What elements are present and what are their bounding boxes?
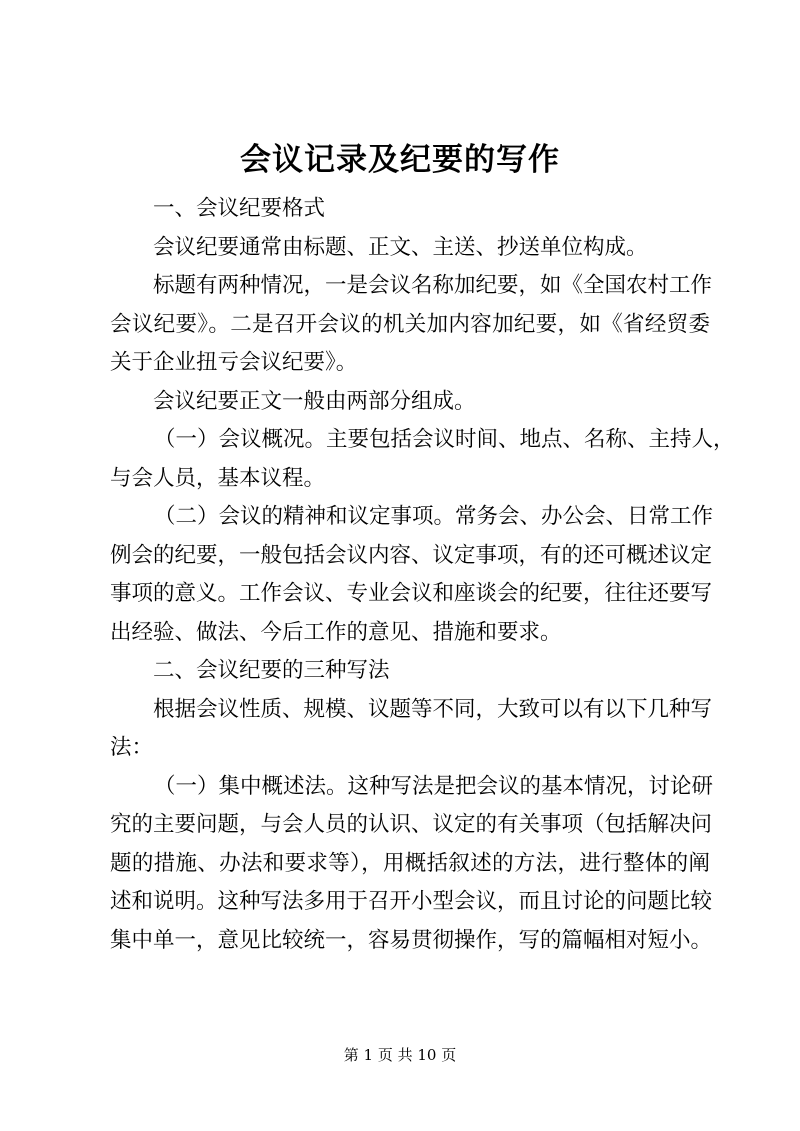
paragraph-line: 述和说明。这种写法多用于召开小型会议，而且讨论的问题比较 (110, 889, 713, 914)
paragraph-line: 例会的纪要，一般包括会议内容、议定事项，有的还可概述议定 (110, 542, 713, 568)
section-heading-2: 二、会议纪要的三种写法 (153, 658, 390, 683)
paragraph-line: 出经验、做法、今后工作的意见、措施和要求。 (110, 619, 562, 645)
page-number-footer: 第 1 页 共 10 页 (343, 1046, 457, 1064)
paragraph-line: （一）集中概述法。这种写法是把会议的基本情况，讨论研 (154, 773, 714, 799)
paragraph-line: 会议纪要》。二是召开会议的机关加内容加纪要，如《省经贸委 (110, 311, 710, 337)
paragraph-line: 会议纪要正文一般由两部分组成。 (153, 388, 476, 414)
paragraph-line: 关于企业扭亏会议纪要》。 (110, 350, 358, 375)
paragraph-line: 法： (110, 735, 154, 760)
paragraph-line: 事项的意义。工作会议、专业会议和座谈会的纪要，往往还要写 (110, 581, 713, 606)
paragraph-line: 集中单一，意见比较统一，容易贯彻操作，写的篇幅相对短小。 (110, 927, 713, 953)
document-title: 会议记录及纪要的写作 (240, 142, 560, 178)
paragraph-line: 与会人员，基本议程。 (110, 465, 326, 491)
paragraph-line: 究的主要问题，与会人员的认识、议定的有关事项（包括解决问 (110, 812, 713, 837)
paragraph-line: （二）会议的精神和议定事项。常务会、办公会、日常工作 (154, 504, 714, 529)
section-heading-1: 一、会议纪要格式 (153, 196, 326, 221)
paragraph-line: 题的措施、办法和要求等），用概括叙述的方法，进行整体的阐 (110, 850, 710, 876)
document-body (110, 190, 735, 960)
paragraph-line: 标题有两种情况，一是会议名称加纪要，如《全国农村工作 (153, 273, 713, 298)
paragraph-line: （一）会议概况。主要包括会议时间、地点、名称、主持人， (154, 427, 735, 452)
paragraph-line: 会议纪要通常由标题、正文、主送、抄送单位构成。 (153, 234, 648, 260)
paragraph-line: 根据会议性质、规模、议题等不同，大致可以有以下几种写 (153, 696, 713, 722)
